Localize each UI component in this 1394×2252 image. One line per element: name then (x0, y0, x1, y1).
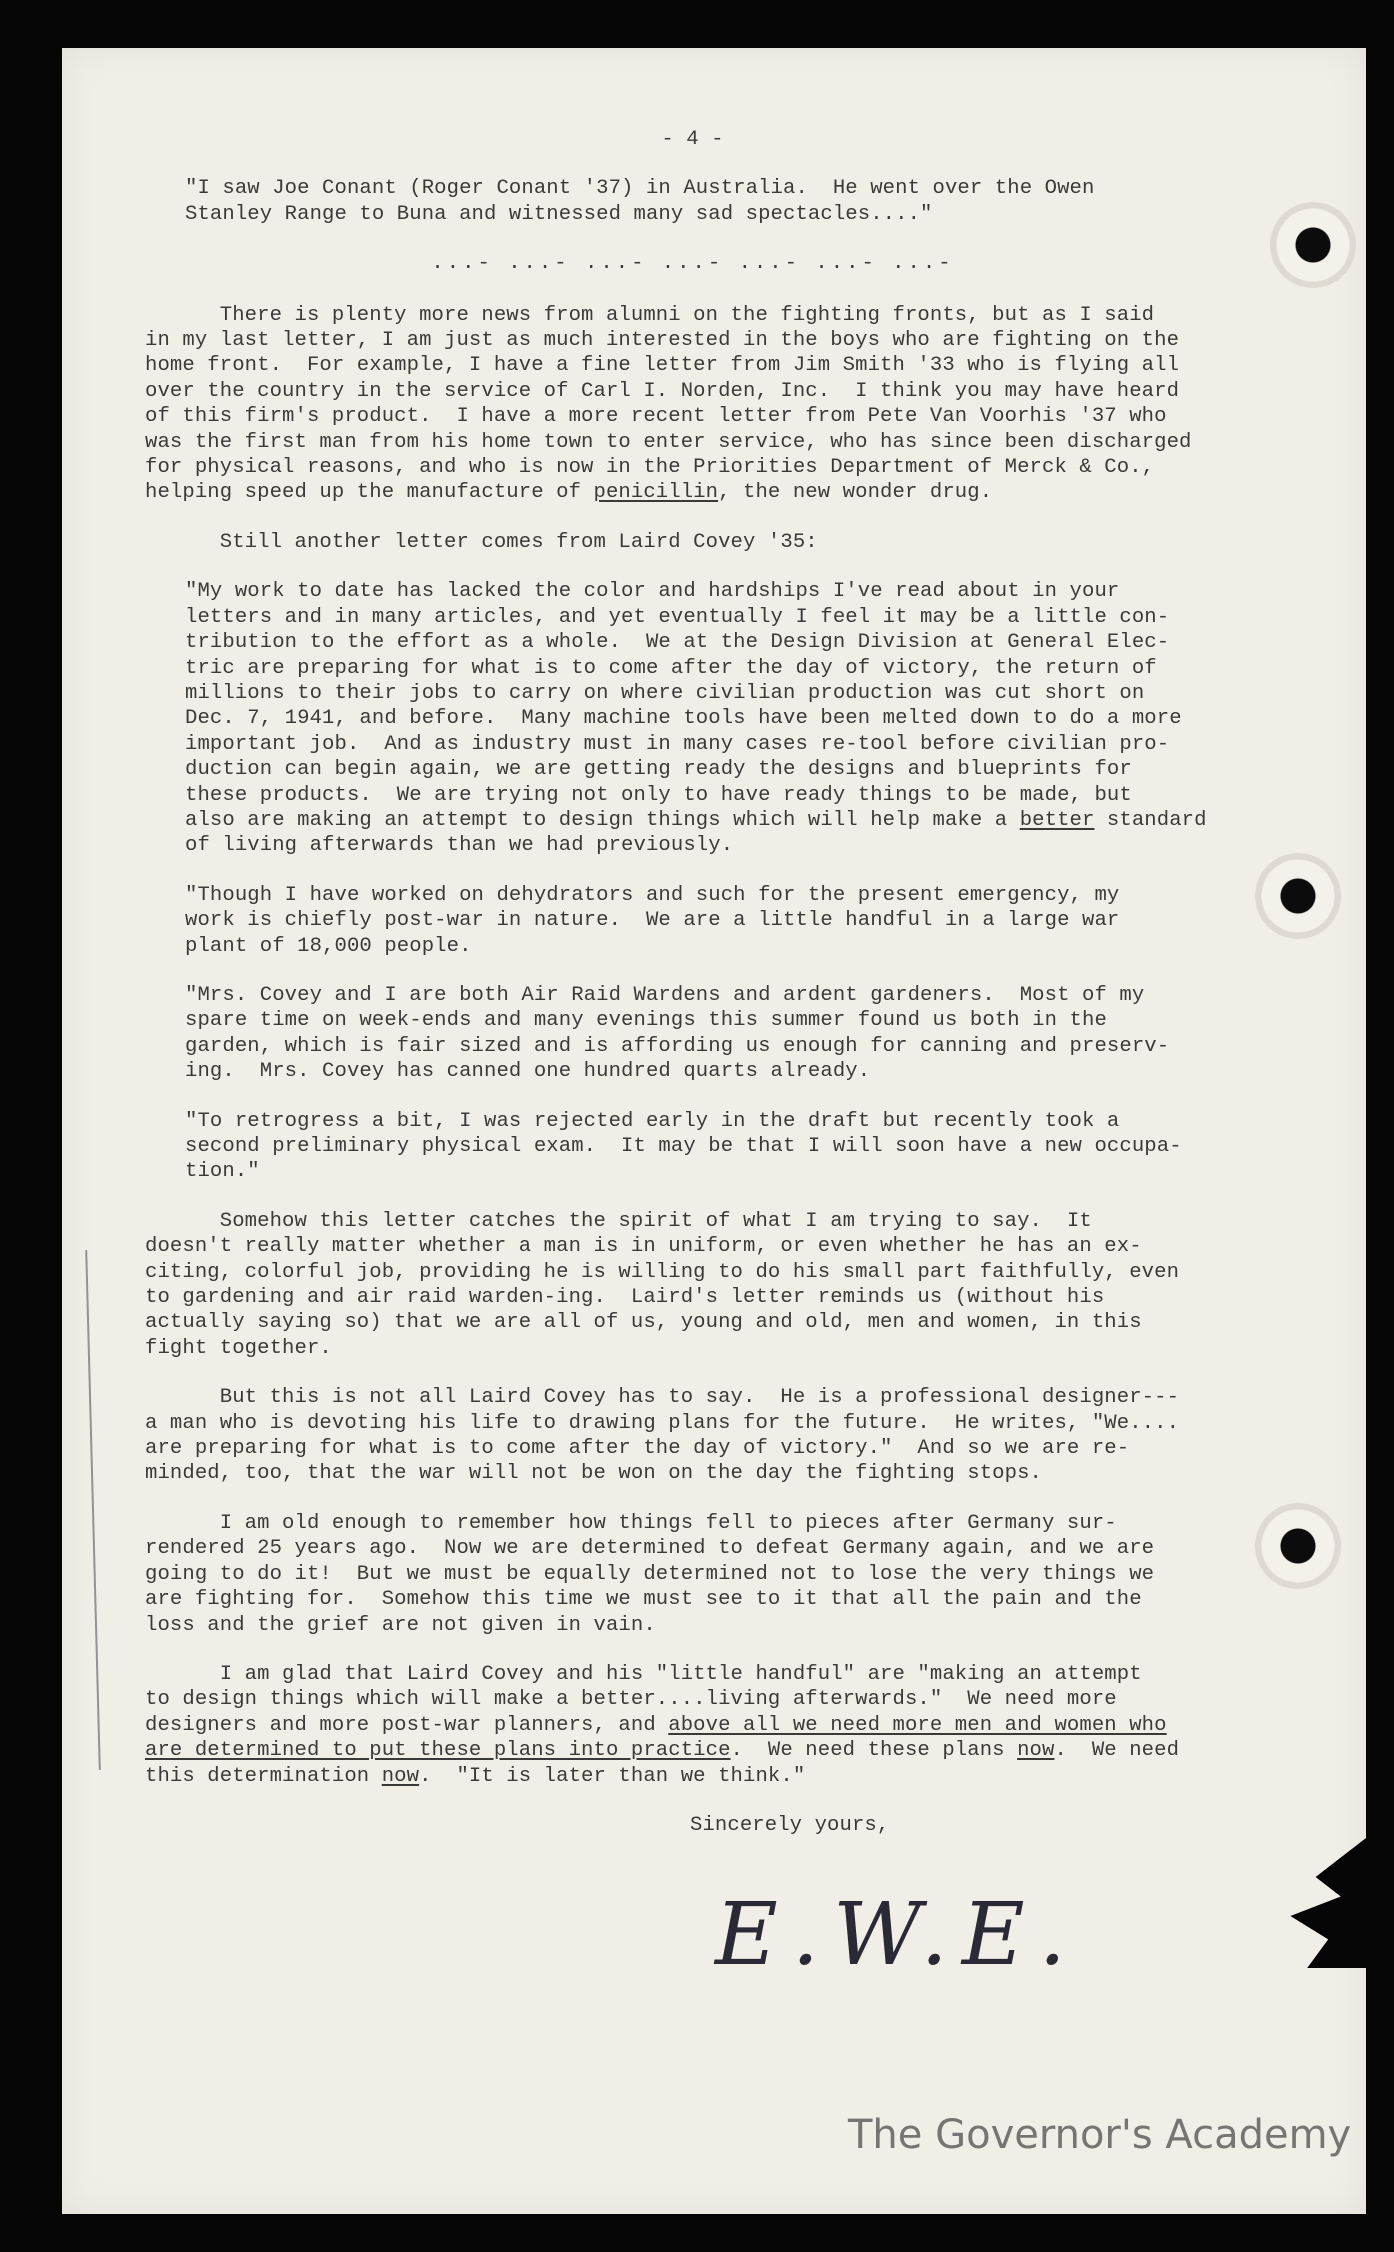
underlined-word: penicillin (593, 481, 719, 505)
covey-quote-design (185, 579, 1240, 858)
text-segment: standard (1094, 808, 1207, 832)
text-line: in my last letter, I am just as much interested in the boys who are fighting on the (145, 329, 1180, 353)
underlined-word: better (1019, 808, 1095, 832)
text-line: "Mrs. Covey and I are both Air Raid Wardens and ardent gardeners. Most of my (185, 983, 1145, 1007)
paragraph-planners (145, 1662, 1240, 1789)
institution-watermark: The Governor's Academy (848, 2112, 1352, 2158)
text-line: important job. And as industry must in many cases re-tool before civilian pro- (185, 732, 1170, 756)
underlined-word: now (1017, 1739, 1055, 1763)
opening-quote (185, 176, 1240, 227)
text-line: over the country in the service of Carl I. Norden, Inc. I think you may have heard (145, 379, 1180, 403)
page-number: - 4 - (661, 128, 724, 151)
text-line (145, 480, 1240, 505)
intro-covey (145, 530, 1240, 555)
text-line: to gardening and air raid warden-ing. Laird's letter reminds us (without his (145, 1286, 1105, 1310)
text-line: rendered 25 years ago. Now we are determined to defeat Germany again, and we are (145, 1537, 1155, 1561)
text-line: I am glad that Laird Covey and his "little handful" are "making an attempt (145, 1662, 1142, 1686)
punch-hole-top (1270, 202, 1356, 288)
text-segment: this determination (145, 1764, 382, 1788)
text-line (145, 1738, 1240, 1763)
text-line: actually saying so) that we are all of us, young and old, men and women, in this (145, 1311, 1142, 1335)
paragraph-designer (145, 1385, 1240, 1487)
text-line: a man who is devoting his life to drawing plans for the future. He writes, "We.... (145, 1411, 1180, 1435)
text-line (185, 808, 1240, 833)
text-line: second preliminary physical exam. It may be that I will soon have a new occupa- (185, 1135, 1182, 1158)
text-line: Stanley Range to Buna and witnessed many sad spectacles...." (185, 202, 933, 226)
text-line: "I saw Joe Conant (Roger Conant '37) in Australia. He went over the Owen (185, 177, 1095, 201)
text-line: millions to their jobs to carry on where civilian production was cut short on (185, 681, 1145, 705)
text-line: "Though I have worked on dehydrators and such for the present emergency, my (185, 883, 1120, 907)
text-line: garden, which is fair sized and is affording us enough for canning and preserv- (185, 1034, 1170, 1058)
text-line: these products. We are trying not only to have ready things to be made, but (185, 783, 1132, 807)
paragraph-germany (145, 1511, 1240, 1638)
text-line: going to do it! But we must be equally determined not to lose the very things we (145, 1562, 1155, 1586)
covey-quote-postwar (185, 883, 1240, 959)
paragraph-alumni-news (145, 303, 1240, 506)
text-line: loss and the grief are not given in vain. (145, 1613, 656, 1637)
text-line: for physical reasons, and who is now in the Priorities Department of Merck & Co., (145, 456, 1155, 480)
text-line: was the first man from his home town to enter service, who has since been discharged (145, 430, 1192, 454)
text-line: of this firm's product. I have a more recent letter from Pete Van Voorhis '37 who (145, 405, 1167, 429)
text-line: spare time on week-ends and many evenings this summer found us both in the (185, 1009, 1107, 1033)
text-line: Dec. 7, 1941, and before. Many machine tools have been melted down to do a more (185, 707, 1182, 731)
text-line: citing, colorful job, providing he is willing to do his small part faithfully, even (145, 1260, 1180, 1284)
text-line: work is chiefly post-war in nature. We are a little handful in a large war (185, 909, 1120, 933)
text-line: There is plenty more news from alumni on the fighting fronts, but as I said (145, 303, 1155, 327)
punch-hole-bottom (1255, 1503, 1341, 1589)
section-separator: ...- ...- ...- ...- ...- ...- ...- (431, 252, 954, 276)
text-line: are preparing for what is to come after the day of victory." And so we are re- (145, 1437, 1130, 1461)
text-line: tric are preparing for what is to come after the day of victory, the return of (185, 656, 1157, 680)
text-line: fight together. (145, 1336, 332, 1360)
text-segment: , the new wonder drug. (718, 481, 993, 505)
text-line: minded, too, that the war will not be won on the day the fighting stops. (145, 1462, 1042, 1486)
text-line: letters and in many articles, and yet eventually I feel it may be a little con- (185, 605, 1170, 629)
underlined-phrase: are determined to put these plans into practice (145, 1739, 731, 1763)
covey-quote-draft (185, 1109, 1240, 1185)
text-segment: helping speed up the manufacture of (145, 481, 594, 505)
closing-salutation: Sincerely yours, (690, 1813, 890, 1837)
text-line: home front. For example, I have a fine letter from Jim Smith '33 who is flying all (145, 354, 1180, 378)
covey-quote-garden (185, 983, 1240, 1085)
text-line: tribution to the effort as a whole. We at the Design Division at General Elec- (185, 631, 1170, 655)
text-line: of living afterwards than we had previously. (185, 834, 734, 858)
underlined-word: now (381, 1764, 420, 1788)
text-segment: designers and more post-war planners, and (145, 1713, 669, 1737)
text-segment: also are making an attempt to design things which will help make a (185, 808, 1020, 832)
text-line: "To retrogress a bit, I was rejected early in the draft but recently took a (185, 1109, 1120, 1133)
text-segment: . We need (1054, 1739, 1180, 1763)
paragraph-spirit (145, 1209, 1240, 1361)
text-line: tion." (185, 1160, 260, 1184)
text-line: are fighting for. Somehow this time we must see to it that all the pain and the (145, 1588, 1142, 1612)
text-line: ing. Mrs. Covey has canned one hundred quarts already. (185, 1060, 871, 1084)
text-line: to design things which will make a better....living afterwards." We need more (145, 1688, 1117, 1712)
text-segment: . "It is later than we think." (419, 1764, 806, 1788)
letter-body (145, 127, 1240, 1838)
text-line: duction can begin again, we are getting ready the designs and blueprints for (185, 758, 1132, 782)
text-line: But this is not all Laird Covey has to say. He is a professional designer--- (145, 1386, 1180, 1410)
text-line: Somehow this letter catches the spirit of what I am trying to say. It (145, 1209, 1092, 1233)
text-line: doesn't really matter whether a man is in uniform, or even whether he has an ex- (145, 1235, 1142, 1259)
text-line: plant of 18,000 people. (185, 934, 472, 958)
text-line: Still another letter comes from Laird Covey '35: (145, 530, 818, 554)
text-line (145, 1764, 1240, 1789)
text-line (145, 1713, 1240, 1738)
text-segment: . We need these plans (730, 1739, 1018, 1763)
handwritten-signature: E.W.E. (715, 1885, 1080, 1985)
punch-hole-middle (1255, 853, 1341, 939)
text-line: "My work to date has lacked the color and hardships I've read about in your (185, 580, 1120, 604)
underlined-phrase: above all we need more men and women who (668, 1713, 1167, 1737)
text-line: I am old enough to remember how things fell to pieces after Germany sur- (145, 1511, 1117, 1535)
